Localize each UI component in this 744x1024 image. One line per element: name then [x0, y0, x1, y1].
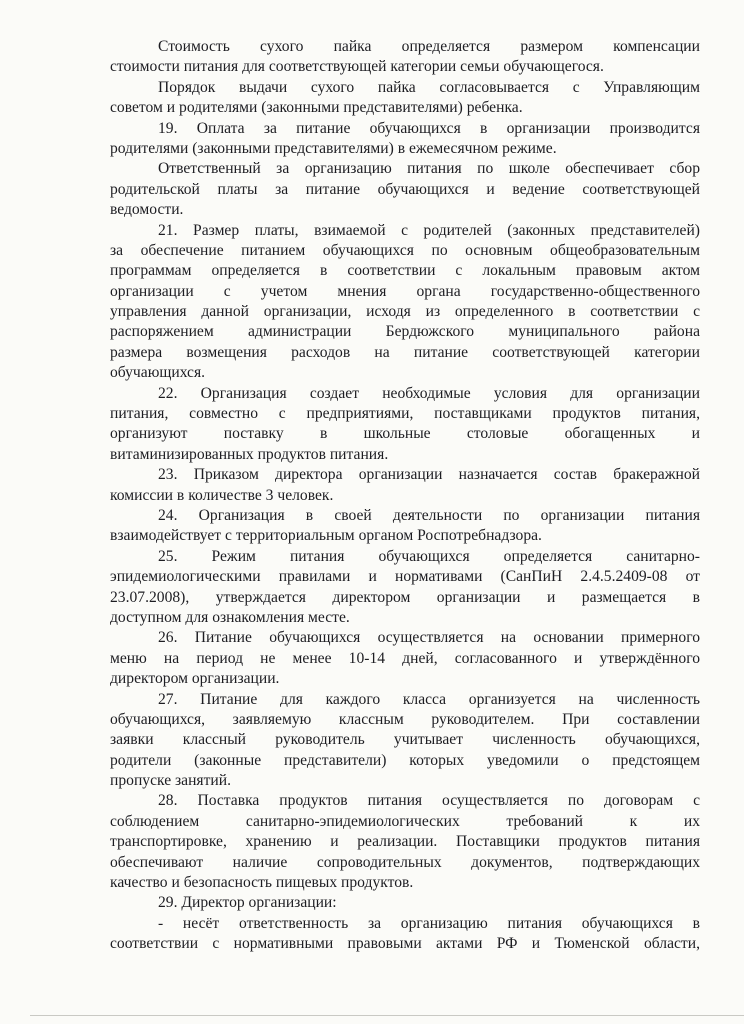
text-line: обеспечивают наличие сопроводительных документов, подтверждающих	[110, 853, 700, 871]
text-line: взаимодействует с территориальным органом Роспотребнадзора.	[110, 527, 542, 545]
text-line: 24. Организация в своей деятельности по организации питания	[158, 506, 700, 524]
text-line: заявки классный руководитель учитывает численность обучающихся,	[110, 731, 700, 749]
text-line: 29. Директор организации:	[158, 894, 337, 912]
text-line: Ответственный за организацию питания по школе обеспечивает сбор	[158, 160, 700, 178]
text-line: Порядок выдачи сухого пайка согласовывается с Управляющим	[158, 78, 700, 96]
text-line: организации с учетом мнения органа государственно-общественного	[110, 282, 700, 300]
text-line: 28. Поставка продуктов питания осуществляется по договорам с	[158, 792, 700, 810]
paragraph	[110, 78, 700, 119]
text-line: доступном для ознакомления месте.	[110, 608, 350, 626]
text-line: питания, совместно с предприятиями, поставщиками продуктов питания,	[110, 405, 700, 423]
text-line: - несёт ответственность за организацию питания обучающихся в	[158, 914, 700, 932]
text-line: обучающихся.	[110, 364, 206, 382]
text-line: транспортировке, хранению и реализации. Поставщики продуктов питания	[110, 833, 700, 851]
text-line: Стоимость сухого пайка определяется размером компенсации	[158, 38, 700, 55]
text-line: стоимости питания для соответствующей категории семьи обучающегося.	[110, 58, 604, 76]
text-line: управления данной организации, исходя из определенного в соответствии с	[110, 303, 700, 321]
paragraph	[110, 547, 700, 629]
text-line: 21. Размер платы, взимаемой с родителей (законных представителей)	[158, 221, 700, 239]
text-line: 23. Приказом директора организации назначается состав бракеражной	[158, 466, 700, 484]
paragraph	[110, 791, 700, 893]
text-line: 19. Оплата за питание обучающихся в организации производится	[158, 119, 700, 137]
paragraph	[110, 384, 700, 466]
paragraph	[110, 893, 700, 913]
text-line: 27. Питание для каждого класса организуется на численность	[158, 690, 700, 708]
text-line: за обеспечение питанием обучающихся по основным общеобразовательным	[110, 241, 700, 259]
text-line: 26. Питание обучающихся осуществляется на основании примерного	[158, 629, 700, 647]
paragraph	[110, 37, 700, 78]
text-line: советом и родителями (законными представителями) ребенка.	[110, 99, 523, 117]
text-line: организуют поставку в школьные столовые обогащенных и	[110, 425, 700, 443]
text-line: родители (законные представители) которых уведомили о предстоящем	[110, 751, 700, 769]
text-line: родителями (законными представителями) в ежемесячном режиме.	[110, 139, 557, 157]
text-line: соответствии с нормативными правовыми актами РФ и Тюменской области,	[110, 935, 700, 953]
text-line: распоряжением администрации Бердюжского муниципального района	[110, 323, 700, 341]
text-line: родительской платы за питание обучающихся и ведение соответствующей	[110, 180, 700, 198]
text-line: 23.07.2008), утверждается директором организации и размещается в	[110, 588, 700, 606]
text-line: программам определяется в соответствии с локальным правовым актом	[110, 262, 700, 280]
text-line: 25. Режим питания обучающихся определяется санитарно-	[158, 547, 700, 565]
text-line: соблюдением санитарно-эпидемиологических требований к их	[110, 812, 700, 830]
paragraph	[110, 221, 700, 384]
paragraph	[110, 465, 700, 506]
text-line: пропуске занятий.	[110, 772, 232, 790]
document-page	[110, 37, 700, 955]
paragraph	[110, 506, 700, 547]
paragraph	[110, 914, 700, 955]
paragraph	[110, 119, 700, 160]
paragraph	[110, 628, 700, 689]
text-line: комиссии в количестве 3 человек.	[110, 486, 334, 504]
text-line: меню на период не менее 10-14 дней, согласованного и утверждённого	[110, 649, 700, 667]
scan-edge-line	[30, 1015, 744, 1016]
text-line: витаминизированных продуктов питания.	[110, 445, 389, 463]
text-line: качество и безопасность пищевых продуктов.	[110, 874, 414, 892]
paragraph	[110, 159, 700, 220]
paragraph	[110, 690, 700, 792]
text-line: ведомости.	[110, 201, 184, 219]
text-line: эпидемиологическими правилами и нормативами (СанПиН 2.4.5.2409-08 от	[110, 568, 700, 586]
text-line: обучающихся, заявляемую классным руководителем. При составлении	[110, 710, 700, 728]
text-line: 22. Организация создает необходимые условия для организации	[158, 384, 700, 402]
text-line: директором организации.	[110, 670, 280, 688]
text-line: размера возмещения расходов на питание соответствующей категории	[110, 343, 700, 361]
